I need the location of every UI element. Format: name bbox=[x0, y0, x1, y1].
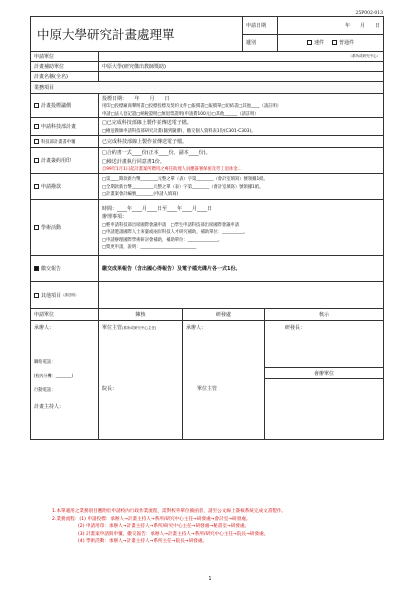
item-nstc-apply: 申請科技部計畫 □已完成科技部線上製作並傳送電子檔。 □檢送教師申請科技部研究計畫(隨到隨審)，繳交個人資料表1份(C301-C303)。 bbox=[31, 118, 383, 136]
form-title: 中原大學研究計畫處理單 bbox=[31, 17, 243, 51]
send-options bbox=[278, 35, 383, 52]
col-approval: 核示 bbox=[265, 309, 383, 321]
send-type-label: 遞別 bbox=[243, 35, 278, 52]
apply-date-label: 申請日期 bbox=[243, 17, 278, 34]
signoff-grid: 申請單位 承辦人： 聯絡電話： (校內分機：________) 行動電話： 計畫主持人： 陳核 單位主管(系所或研究中心主任) 院長： 研發處 承辦人： 單位主管 核示 研發長： 會辦單位 bbox=[30, 309, 384, 440]
checkbox-icon[interactable] bbox=[34, 139, 39, 144]
subsidy-label: 計畫補助單位 bbox=[31, 62, 99, 71]
apply-date-field[interactable]: 年 月 日 bbox=[344, 22, 380, 29]
other-field[interactable] bbox=[99, 282, 383, 308]
header-meta bbox=[243, 17, 383, 51]
pi-label: 計畫主持人： bbox=[34, 404, 65, 410]
apply-unit-field[interactable]: （系所或研究中心） bbox=[348, 54, 380, 58]
item-funding: 申請撥款 □第____期款新台幣________元整之單（表）字第________（會計室填寫）號領據1紙。 □全期款新台幣__________元整之單（表）字第________（會計室填寫）號領據1紙。 □計畫案會計編號________(申請人填寫) bbox=[31, 174, 383, 200]
item-nstc-appeal: 科技部計畫書申覆 已完成科技部線上製作並傳送電子檔。 bbox=[31, 136, 383, 148]
checkbox-icon[interactable] bbox=[34, 103, 39, 108]
item-report: 繳交報告 繳交成果報告（含出國心得報告）及電子檔光碟片各一式1份。 bbox=[31, 256, 383, 282]
apply-unit-label: 申請單位 bbox=[31, 52, 99, 61]
checkbox-icon[interactable] bbox=[34, 124, 39, 129]
checkbox-checked-icon[interactable] bbox=[34, 266, 39, 271]
plan-name-field[interactable] bbox=[99, 72, 383, 81]
item-bid: 計畫投標議價 投標日期： 年 月 日 用印□投標廠商聲明書□投標投標及契約文件□報價書□報價單□切結書□其他____（請註明） 申請□法人登記證□納稅證明□無退票證明(申請費100元)□其他______（請註明） bbox=[31, 94, 383, 118]
research-form bbox=[30, 16, 384, 440]
send-option-urgent[interactable]: 速件 bbox=[307, 39, 324, 46]
col-apply-unit: 申請單位 bbox=[31, 309, 98, 321]
checkbox-icon[interactable] bbox=[34, 293, 39, 298]
page-number: 1 bbox=[208, 576, 212, 582]
col-rd-office: 研發處 bbox=[183, 309, 264, 321]
plan-name-label: 計畫名稱(全名) bbox=[31, 72, 99, 81]
send-option-normal[interactable]: 普通件 bbox=[332, 39, 354, 46]
dean-label: 院長： bbox=[102, 386, 118, 392]
subsidy-value: 中原大學(研究傑出教師獎助) bbox=[102, 64, 166, 70]
cosign-label: 會辦單位 bbox=[265, 367, 383, 379]
checkbox-icon[interactable] bbox=[34, 158, 39, 163]
checkbox-icon[interactable] bbox=[34, 225, 39, 230]
col-review: 陳核 bbox=[99, 309, 182, 321]
checkbox-icon bbox=[332, 40, 337, 45]
checkbox-icon[interactable] bbox=[34, 184, 39, 189]
form-header bbox=[30, 16, 384, 52]
item-other: 其他項目 （請註明） bbox=[31, 282, 383, 308]
applicant-label: 承辦人： bbox=[34, 325, 55, 331]
footer-notes: 1.本單適用之業務項目應附於申請校內行政作業流程，需對校外單位備函者，請至公文線上簽核系統完成文書製作。 2.業務流程：(1) 申請投標：承辦人→計畫主持人→系所/研究中心主任→研發處→會計室→研發處。 (2) 申請用印：承辦人→計畫主持人→系所/研究中心主任→研發處→秘書室→研發處。 (3) 計畫案申請與申覆、繳交報告：承辦人→計畫主持人→系所/研究中心主任→院長→研發處。 (4) 學術活動：承辦人→計畫主持人→系所主任→院長→研發處。 bbox=[52, 509, 287, 545]
item-academic: 學術活動 時間：____年____月____日至____年____月____日 辦理事項： □輕申請科技部出席國際會議申請 □學生申請科技部出席國際會議申請 □申請邀請國際人士來臺或兩岸科技人才研究補助，補助單位：__________。 □申請辦理國際學術研討會補助，補助單位：______________。 □獎更申請，說明：__________________________ bbox=[31, 200, 383, 256]
item-contract: 計畫簽約用印 □合約書一式____份(正本____份、副本____份)。 □檢送計畫執行同意書1份。 自99年1月1日起計畫案所聘用之專任助理人員應簽署保密及勞工退休金… bbox=[31, 148, 383, 174]
business-items-label: 業務項目 bbox=[31, 82, 383, 94]
form-body bbox=[30, 52, 384, 309]
checkbox-icon bbox=[307, 40, 312, 45]
form-code: 25P002-013 bbox=[355, 11, 383, 16]
vp-label: 研發長： bbox=[285, 325, 306, 331]
